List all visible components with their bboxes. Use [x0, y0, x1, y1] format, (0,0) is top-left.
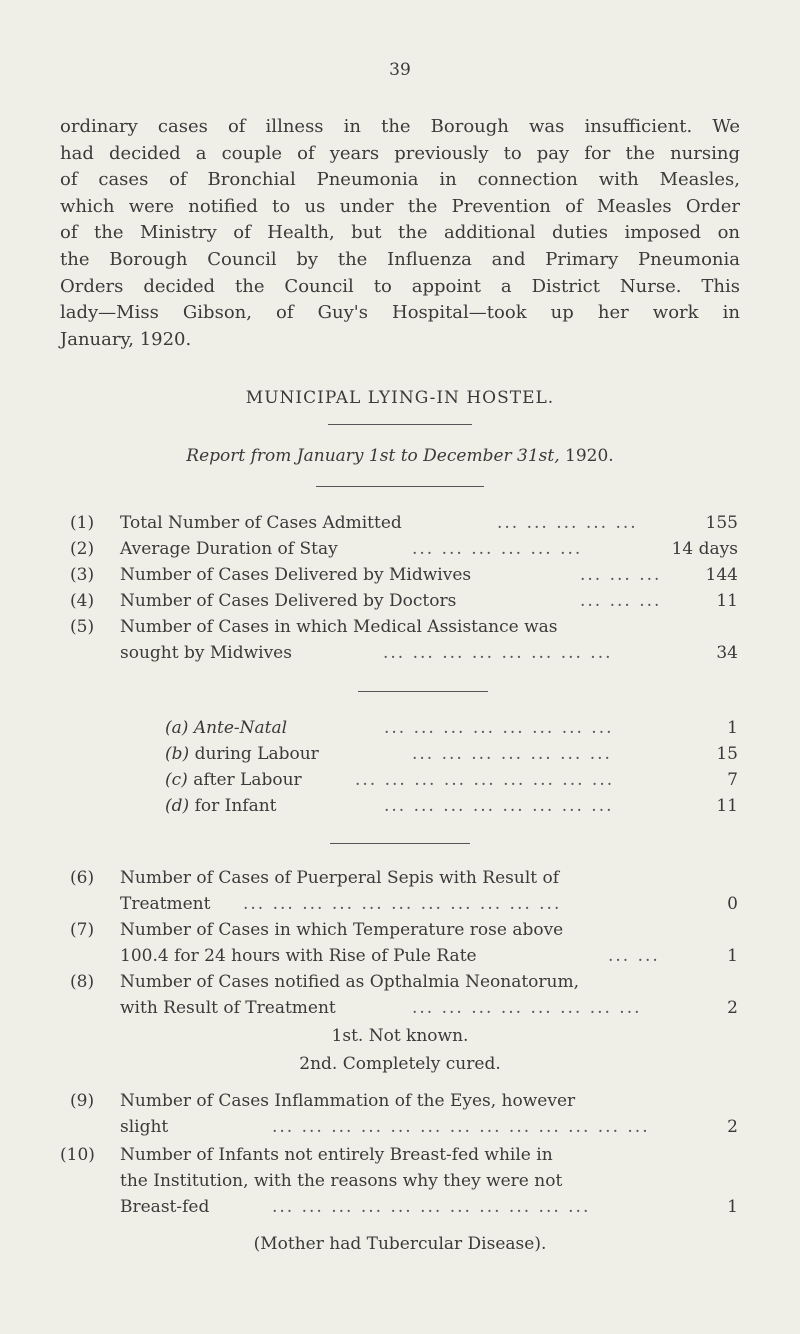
sub-item-label — [165, 718, 287, 738]
item-value: 1 — [727, 1197, 738, 1217]
subheading-part: to December — [400, 446, 512, 466]
item-row-continued — [0, 1171, 800, 1199]
item-text: Number of Cases Delivered by Doctors — [120, 591, 457, 611]
section-heading: MUNICIPAL LYING-IN HOSTEL. — [245, 388, 555, 408]
subheading-date: 31st, — [517, 446, 560, 466]
sub-item-letter: (b) — [165, 744, 190, 764]
intro-paragraph — [60, 114, 740, 353]
sub-item-text: for Infant — [194, 796, 277, 816]
item-number: (8) — [70, 972, 95, 992]
note-line: (Mother had Tubercular Disease). — [253, 1234, 547, 1254]
sub-item-letter: (d) — [165, 796, 190, 816]
intro-line: of the Ministry of Health, but the additional duties imposed on — [60, 222, 740, 244]
sub-item-letter: (c) — [165, 770, 188, 790]
item-text: Number of Infants not entirely Breast-fed while in — [120, 1145, 553, 1165]
note-line: 1st. Not known. — [331, 1026, 469, 1046]
item-value: 14 days — [671, 539, 738, 559]
subheading-year: 1920. — [565, 446, 614, 466]
item-row-continued — [0, 894, 800, 922]
leader-dots: ... ... ... ... ... ... ... ... ... ... ... ... ... — [272, 1117, 650, 1137]
divider — [330, 843, 470, 844]
intro-line: lady—Miss Gibson, of Guy's Hospital—took up her work in — [60, 302, 740, 324]
intro-line: had decided a couple of years previously to pay for the nursing — [60, 142, 740, 164]
item-row-continued — [0, 998, 800, 1026]
sub-item-text: during Labour — [194, 744, 319, 764]
item-number: (4) — [70, 591, 95, 611]
leader-dots: ... ... — [608, 946, 660, 966]
item-value: 11 — [716, 591, 738, 611]
item-row — [0, 617, 800, 645]
item-value: 144 — [705, 565, 738, 585]
item-row — [0, 513, 800, 541]
sub-item-label — [165, 796, 277, 816]
sub-item-row — [0, 744, 800, 772]
divider — [328, 424, 472, 425]
item-number: (5) — [70, 617, 95, 637]
item-row — [0, 972, 800, 1000]
item-number: (9) — [70, 1091, 95, 1111]
intro-line: Orders decided the Council to appoint a District Nurse. This — [60, 275, 740, 297]
leader-dots: ... ... ... ... ... ... ... — [412, 744, 612, 764]
item-text: the Institution, with the reasons why they were not — [120, 1171, 563, 1191]
leader-dots: ... ... ... ... ... ... ... ... — [384, 718, 614, 738]
subheading-part: Report from January — [186, 446, 364, 466]
item-value: 0 — [727, 894, 738, 914]
sub-item-value: 11 — [716, 796, 738, 816]
leader-dots: ... ... ... — [580, 591, 662, 611]
item-row — [0, 868, 800, 896]
item-text: Breast-fed — [120, 1197, 210, 1217]
item-number: (10) — [60, 1145, 95, 1165]
item-text: Number of Cases notified as Opthalmia Neonatorum, — [120, 972, 579, 992]
page-number: 39 — [389, 60, 411, 80]
item-value: 2 — [727, 1117, 738, 1137]
sub-item-row — [0, 770, 800, 798]
sub-item-row — [0, 718, 800, 746]
item-text: Average Duration of Stay — [120, 539, 338, 559]
intro-line: ordinary cases of illness in the Borough was insufficient. We — [60, 116, 740, 137]
item-row — [0, 565, 800, 593]
leader-dots: ... ... ... ... ... ... ... ... — [412, 998, 642, 1018]
subheading-date: 1st — [368, 446, 396, 466]
item-value: 155 — [705, 513, 738, 533]
sub-item-label — [165, 744, 319, 764]
intro-line: of cases of Bronchial Pneumonia in connection with Measles, — [60, 169, 740, 191]
leader-dots: ... ... ... ... ... — [497, 513, 638, 533]
item-text: 100.4 for 24 hours with Rise of Pule Rate — [120, 946, 477, 966]
item-number: (2) — [70, 539, 95, 559]
item-row-continued — [0, 946, 800, 974]
item-row — [0, 920, 800, 948]
sub-item-value: 1 — [727, 718, 738, 738]
item-number: (3) — [70, 565, 95, 585]
intro-line: January, 1920. — [60, 328, 192, 350]
report-subheading — [0, 446, 800, 466]
item-text: Number of Cases in which Medical Assistance was — [120, 617, 558, 637]
intro-line: the Borough Council by the Influenza and Primary Pneumonia — [60, 248, 740, 270]
item-row — [0, 591, 800, 619]
leader-dots: ... ... ... — [580, 565, 662, 585]
item-row — [0, 539, 800, 567]
item-number: (1) — [70, 513, 95, 533]
item-row-continued — [0, 1197, 800, 1225]
leader-dots: ... ... ... ... ... ... ... ... — [383, 643, 613, 663]
sub-item-value: 15 — [716, 744, 738, 764]
item-text: Total Number of Cases Admitted — [120, 513, 402, 533]
item-text: Number of Cases Inflammation of the Eyes, however — [120, 1091, 576, 1111]
item-text: Number of Cases in which Temperature rose above — [120, 920, 564, 940]
item-row — [0, 1145, 800, 1173]
note-line: 2nd. Completely cured. — [299, 1054, 501, 1074]
sub-item-text: Ante-Natal — [193, 718, 288, 738]
item-row-continued — [0, 1117, 800, 1145]
leader-dots: ... ... ... ... ... ... — [412, 539, 583, 559]
item-number: (7) — [70, 920, 95, 940]
item-value: 34 — [716, 643, 738, 663]
leader-dots: ... ... ... ... ... ... ... ... — [384, 796, 614, 816]
sub-item-row — [0, 796, 800, 824]
sub-item-label — [165, 770, 302, 790]
divider — [316, 486, 484, 487]
item-text: Number of Cases of Puerperal Sepis with Result of — [120, 868, 560, 888]
item-number: (6) — [70, 868, 95, 888]
item-text: slight — [120, 1117, 169, 1137]
item-text: sought by Midwives — [120, 643, 292, 663]
sub-item-value: 7 — [727, 770, 738, 790]
intro-line: which were notified to us under the Prevention of Measles Order — [60, 195, 740, 217]
item-value: 1 — [727, 946, 738, 966]
item-row-continued — [0, 643, 800, 671]
sub-item-letter: (a) — [165, 718, 189, 738]
item-text: Number of Cases Delivered by Midwives — [120, 565, 472, 585]
item-text: with Result of Treatment — [120, 998, 336, 1018]
leader-dots: ... ... ... ... ... ... ... ... ... ... ... — [243, 894, 562, 914]
item-row — [0, 1091, 800, 1119]
item-value: 2 — [727, 998, 738, 1018]
sub-item-text: after Labour — [193, 770, 302, 790]
item-text: Treatment — [120, 894, 211, 914]
leader-dots: ... ... ... ... ... ... ... ... ... ... ... — [272, 1197, 591, 1217]
leader-dots: ... ... ... ... ... ... ... ... ... — [355, 770, 615, 790]
divider — [358, 691, 488, 692]
